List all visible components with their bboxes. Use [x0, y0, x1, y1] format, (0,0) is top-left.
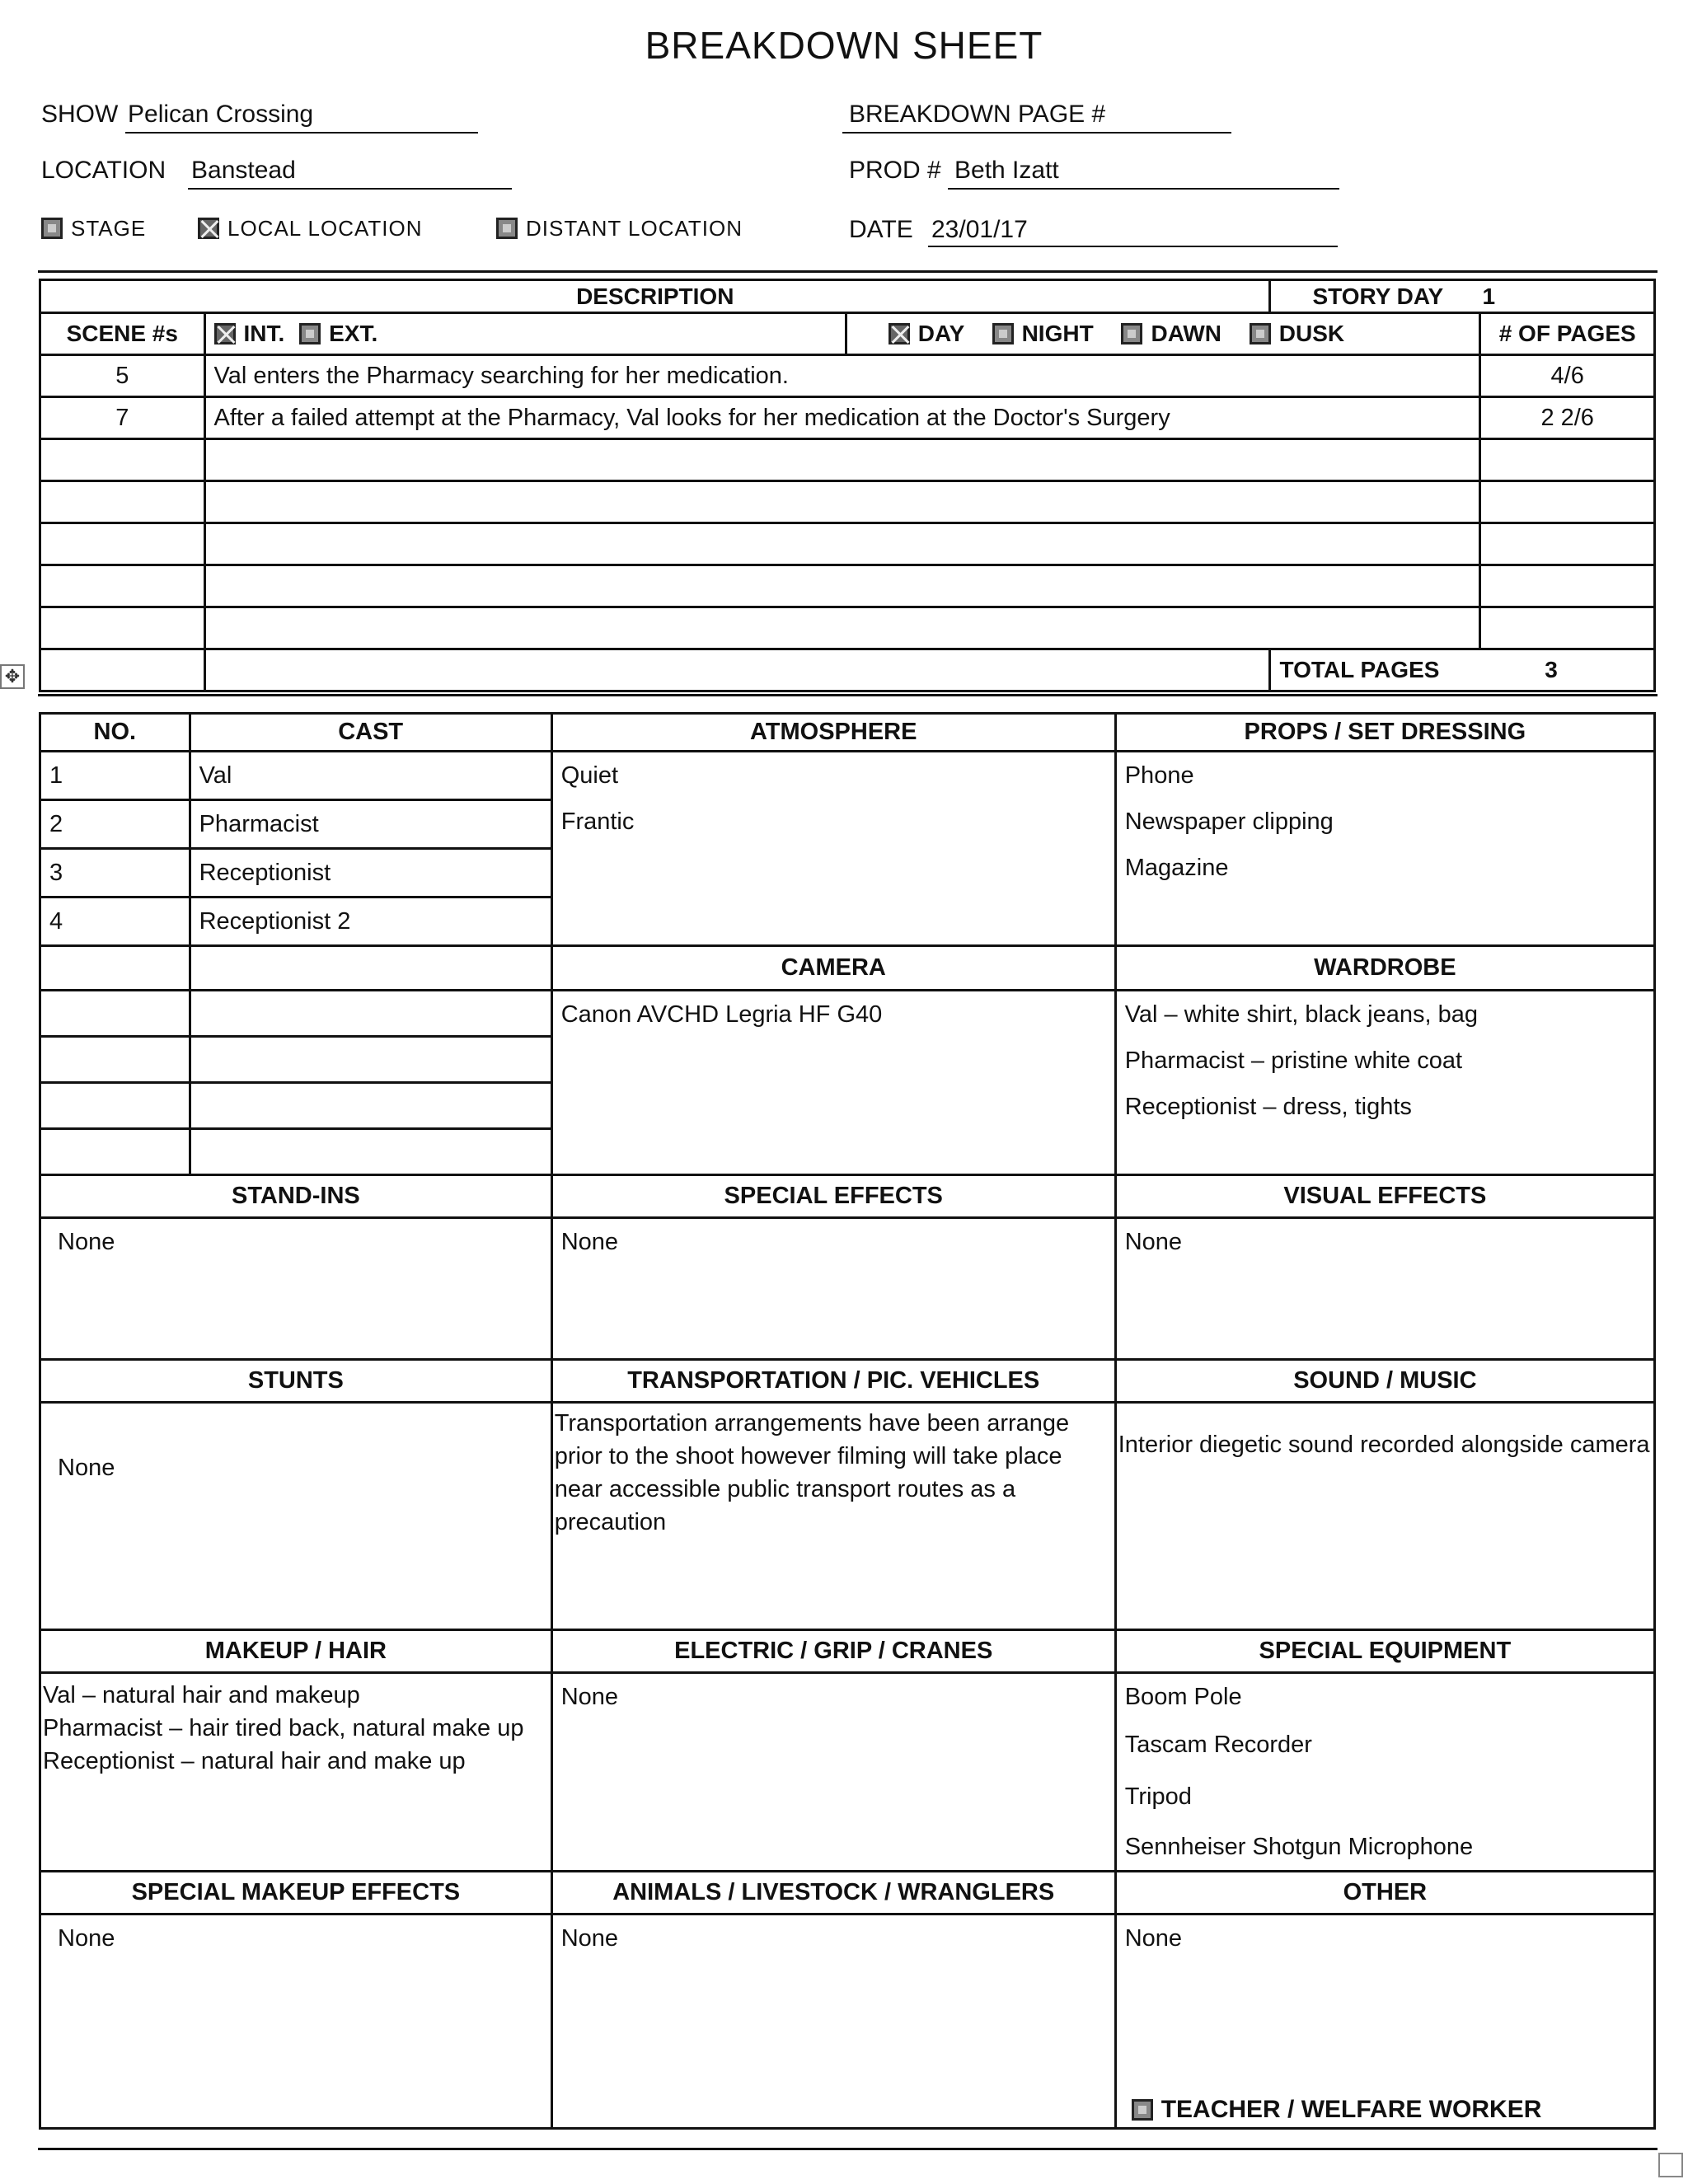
- scene-number[interactable]: [40, 565, 205, 607]
- total-pages-value[interactable]: 3: [1545, 657, 1558, 682]
- scene-number[interactable]: [40, 439, 205, 481]
- special-makeup-header: SPECIAL MAKEUP EFFECTS: [40, 1872, 552, 1915]
- int-label: INT.: [243, 321, 285, 346]
- dusk-label: DUSK: [1278, 321, 1345, 346]
- stunts-header: STUNTS: [40, 1360, 552, 1403]
- scene-number[interactable]: [40, 607, 205, 649]
- divider-middle: [38, 694, 1658, 696]
- table-row: [40, 355, 1655, 397]
- local-location-checkbox[interactable]: [198, 218, 219, 239]
- scene-pages[interactable]: [1480, 565, 1655, 607]
- animals-text: None: [560, 1925, 619, 1952]
- total-pages-cell: [1270, 649, 1655, 691]
- stage-option[interactable]: [41, 216, 146, 241]
- scene-pages[interactable]: [1480, 523, 1655, 565]
- scene-number[interactable]: [40, 523, 205, 565]
- dawn-checkbox[interactable]: [1121, 323, 1142, 344]
- atmosphere-header: ATMOSPHERE: [551, 714, 1115, 752]
- special-makeup-text: None: [58, 1925, 115, 1952]
- cast-no-header: NO.: [40, 714, 190, 752]
- prod-underline: [948, 188, 1339, 190]
- cast-name[interactable]: Pharmacist: [190, 800, 551, 849]
- table-row: [40, 397, 1655, 439]
- ext-label: EXT.: [329, 321, 378, 346]
- scene-description[interactable]: [204, 565, 1480, 607]
- scene-description[interactable]: [204, 523, 1480, 565]
- atmosphere-item: Quiet: [560, 762, 619, 789]
- location-label: LOCATION: [41, 157, 166, 184]
- camera-content[interactable]: [551, 991, 1115, 1175]
- special-equipment-content[interactable]: [1115, 1673, 1654, 1872]
- special-makeup-content[interactable]: [40, 1915, 552, 2129]
- scene-description[interactable]: After a failed attempt at the Pharmacy, Val looks for her medication at the Doctor's Surgery: [204, 397, 1480, 439]
- prod-value[interactable]: Beth Izatt: [954, 157, 1059, 184]
- day-checkbox[interactable]: [889, 323, 910, 344]
- scene-pages[interactable]: [1480, 481, 1655, 523]
- cast-header: CAST: [190, 714, 551, 752]
- int-checkbox[interactable]: [214, 323, 236, 344]
- cast-number[interactable]: 3: [40, 849, 190, 898]
- cast-name[interactable]: [190, 1083, 551, 1129]
- sound-text: Interior diegetic sound recorded alongside camera: [1118, 1432, 1650, 1458]
- visual-effects-text: None: [1124, 1229, 1183, 1255]
- table-row: [40, 607, 1655, 649]
- distant-location-checkbox[interactable]: [496, 218, 518, 239]
- stunts-text: None: [58, 1455, 115, 1481]
- sound-header: SOUND / MUSIC: [1115, 1360, 1654, 1403]
- distant-location-option[interactable]: [496, 216, 743, 241]
- transportation-text: Transportation arrangements have been arrange prior to the shoot however filming will take place near accessible public transport routes as a precaution: [554, 1410, 1070, 1535]
- cast-name[interactable]: Receptionist: [190, 849, 551, 898]
- page-title: BREAKDOWN SHEET: [645, 24, 1043, 67]
- show-value[interactable]: Pelican Crossing: [128, 101, 314, 128]
- animals-content[interactable]: [551, 1915, 1115, 2129]
- cast-name[interactable]: [190, 1129, 551, 1175]
- special-effects-header: SPECIAL EFFECTS: [551, 1175, 1115, 1218]
- other-content[interactable]: [1115, 1915, 1654, 2129]
- camera-header: CAMERA: [551, 946, 1115, 991]
- scene-number[interactable]: [40, 649, 205, 691]
- scene-number[interactable]: 7: [40, 397, 205, 439]
- props-content[interactable]: [1115, 752, 1654, 946]
- divider-top: [38, 270, 1658, 273]
- cast-number[interactable]: 4: [40, 898, 190, 946]
- cast-number[interactable]: 1: [40, 752, 190, 800]
- dawn-label: DAWN: [1151, 321, 1222, 346]
- cast-name[interactable]: Receptionist 2: [190, 898, 551, 946]
- wardrobe-content[interactable]: [1115, 991, 1654, 1175]
- night-checkbox[interactable]: [992, 323, 1014, 344]
- int-ext-cell: [204, 313, 846, 355]
- dusk-checkbox[interactable]: [1250, 323, 1271, 344]
- night-label: NIGHT: [1021, 321, 1094, 346]
- show-label: SHOW: [41, 101, 119, 128]
- electric-header: ELECTRIC / GRIP / CRANES: [551, 1630, 1115, 1673]
- special-effects-content[interactable]: [551, 1218, 1115, 1360]
- resize-handle-icon[interactable]: [1658, 2153, 1683, 2177]
- stunts-content[interactable]: [40, 1403, 552, 1630]
- electric-content[interactable]: [551, 1673, 1115, 1872]
- table-row: [40, 523, 1655, 565]
- cast-number[interactable]: [40, 946, 190, 991]
- scene-header: SCENE #s: [40, 313, 205, 355]
- table-row: [40, 439, 1655, 481]
- table-row: [40, 481, 1655, 523]
- scene-pages[interactable]: [1480, 607, 1655, 649]
- story-day-value[interactable]: 1: [1482, 283, 1496, 309]
- table-row: [40, 649, 1655, 691]
- camera-item: Canon AVCHD Legria HF G40: [560, 1001, 883, 1028]
- scene-description[interactable]: [204, 649, 1270, 691]
- makeup-content[interactable]: [40, 1673, 552, 1872]
- story-day-label: STORY DAY: [1312, 283, 1443, 309]
- scene-description[interactable]: [204, 481, 1480, 523]
- date-underline: [928, 246, 1338, 247]
- date-label: DATE: [849, 216, 913, 243]
- wardrobe-item: Receptionist – dress, tights: [1124, 1094, 1412, 1120]
- teacher-label: TEACHER / WELFARE WORKER: [1160, 2096, 1542, 2123]
- stage-label: STAGE: [71, 216, 147, 241]
- stand-ins-content[interactable]: [40, 1218, 552, 1360]
- stand-ins-text: None: [58, 1229, 115, 1255]
- cast-number[interactable]: 2: [40, 800, 190, 849]
- visual-effects-content[interactable]: [1115, 1218, 1654, 1360]
- makeup-item: Val – natural hair and makeup: [43, 1682, 360, 1708]
- day-label: DAY: [917, 321, 964, 346]
- transportation-header: TRANSPORTATION / PIC. VEHICLES: [551, 1360, 1115, 1403]
- scene-number[interactable]: 5: [40, 355, 205, 397]
- breakdown-page-label: BREAKDOWN PAGE #: [849, 101, 1106, 128]
- show-underline: [125, 132, 478, 134]
- distant-location-label: DISTANT LOCATION: [526, 216, 743, 241]
- scene-description[interactable]: [204, 607, 1480, 649]
- pages-header: # OF PAGES: [1480, 313, 1655, 355]
- time-of-day-cell: [846, 313, 1480, 355]
- divider-bottom: [38, 2148, 1658, 2150]
- scene-pages[interactable]: 4/6: [1480, 355, 1655, 397]
- teacher-option[interactable]: [1132, 2096, 1542, 2124]
- table-row: [40, 565, 1655, 607]
- makeup-header: MAKEUP / HAIR: [40, 1630, 552, 1673]
- sound-content[interactable]: [1115, 1403, 1654, 1630]
- special-equipment-item: Tascam Recorder: [1124, 1732, 1312, 1758]
- total-pages-label: TOTAL PAGES: [1279, 657, 1440, 682]
- scene-description[interactable]: Val enters the Pharmacy searching for her medication.: [204, 355, 1480, 397]
- cast-number[interactable]: [40, 1129, 190, 1175]
- scene-pages[interactable]: 2 2/6: [1480, 397, 1655, 439]
- wardrobe-header: WARDROBE: [1115, 946, 1654, 991]
- story-day-cell: [1270, 280, 1655, 313]
- wardrobe-item: Pharmacist – pristine white coat: [1124, 1047, 1463, 1074]
- special-equipment-item: Sennheiser Shotgun Microphone: [1124, 1834, 1474, 1860]
- breakdown-grid: [39, 712, 1656, 2130]
- props-item: Magazine: [1124, 855, 1229, 881]
- makeup-item: Receptionist – natural hair and make up: [43, 1748, 466, 1774]
- stand-ins-header: STAND-INS: [40, 1175, 552, 1218]
- description-header: DESCRIPTION: [40, 280, 1270, 313]
- teacher-checkbox[interactable]: [1132, 2099, 1153, 2121]
- local-location-label: LOCAL LOCATION: [227, 216, 423, 241]
- ext-checkbox[interactable]: [299, 323, 321, 344]
- scene-number[interactable]: [40, 481, 205, 523]
- cast-number[interactable]: [40, 1037, 190, 1083]
- scene-description[interactable]: [204, 439, 1480, 481]
- animals-header: ANIMALS / LIVESTOCK / WRANGLERS: [551, 1872, 1115, 1915]
- atmosphere-content[interactable]: [551, 752, 1115, 946]
- visual-effects-header: VISUAL EFFECTS: [1115, 1175, 1654, 1218]
- atmosphere-item: Frantic: [560, 808, 635, 835]
- cast-name[interactable]: Val: [190, 752, 551, 800]
- scene-pages[interactable]: [1480, 439, 1655, 481]
- table-move-handle-icon[interactable]: ✥: [0, 664, 25, 689]
- props-item: Phone: [1124, 762, 1194, 789]
- wardrobe-item: Val – white shirt, black jeans, bag: [1124, 1001, 1478, 1028]
- location-value[interactable]: Banstead: [191, 157, 296, 184]
- electric-text: None: [560, 1684, 619, 1710]
- location-underline: [188, 188, 512, 190]
- makeup-item: Pharmacist – hair tired back, natural make up: [43, 1715, 524, 1741]
- cast-name[interactable]: [190, 1037, 551, 1083]
- stage-checkbox[interactable]: [41, 218, 63, 239]
- other-text: None: [1124, 1925, 1183, 1952]
- props-header: PROPS / SET DRESSING: [1115, 714, 1654, 752]
- cast-name[interactable]: [190, 946, 551, 991]
- special-equipment-item: Tripod: [1124, 1783, 1192, 1810]
- special-equipment-header: SPECIAL EQUIPMENT: [1115, 1630, 1654, 1673]
- date-value[interactable]: 23/01/17: [931, 216, 1028, 243]
- transportation-content[interactable]: [551, 1403, 1115, 1630]
- breakdown-page-underline: [842, 132, 1231, 134]
- description-table: [39, 279, 1656, 692]
- cast-name[interactable]: [190, 991, 551, 1037]
- special-effects-text: None: [560, 1229, 619, 1255]
- cast-number[interactable]: [40, 991, 190, 1037]
- props-item: Newspaper clipping: [1124, 808, 1334, 835]
- other-header: OTHER: [1115, 1872, 1654, 1915]
- cast-number[interactable]: [40, 1083, 190, 1129]
- local-location-option[interactable]: [198, 216, 423, 241]
- special-equipment-item: Boom Pole: [1124, 1684, 1242, 1710]
- prod-label: PROD #: [849, 157, 941, 184]
